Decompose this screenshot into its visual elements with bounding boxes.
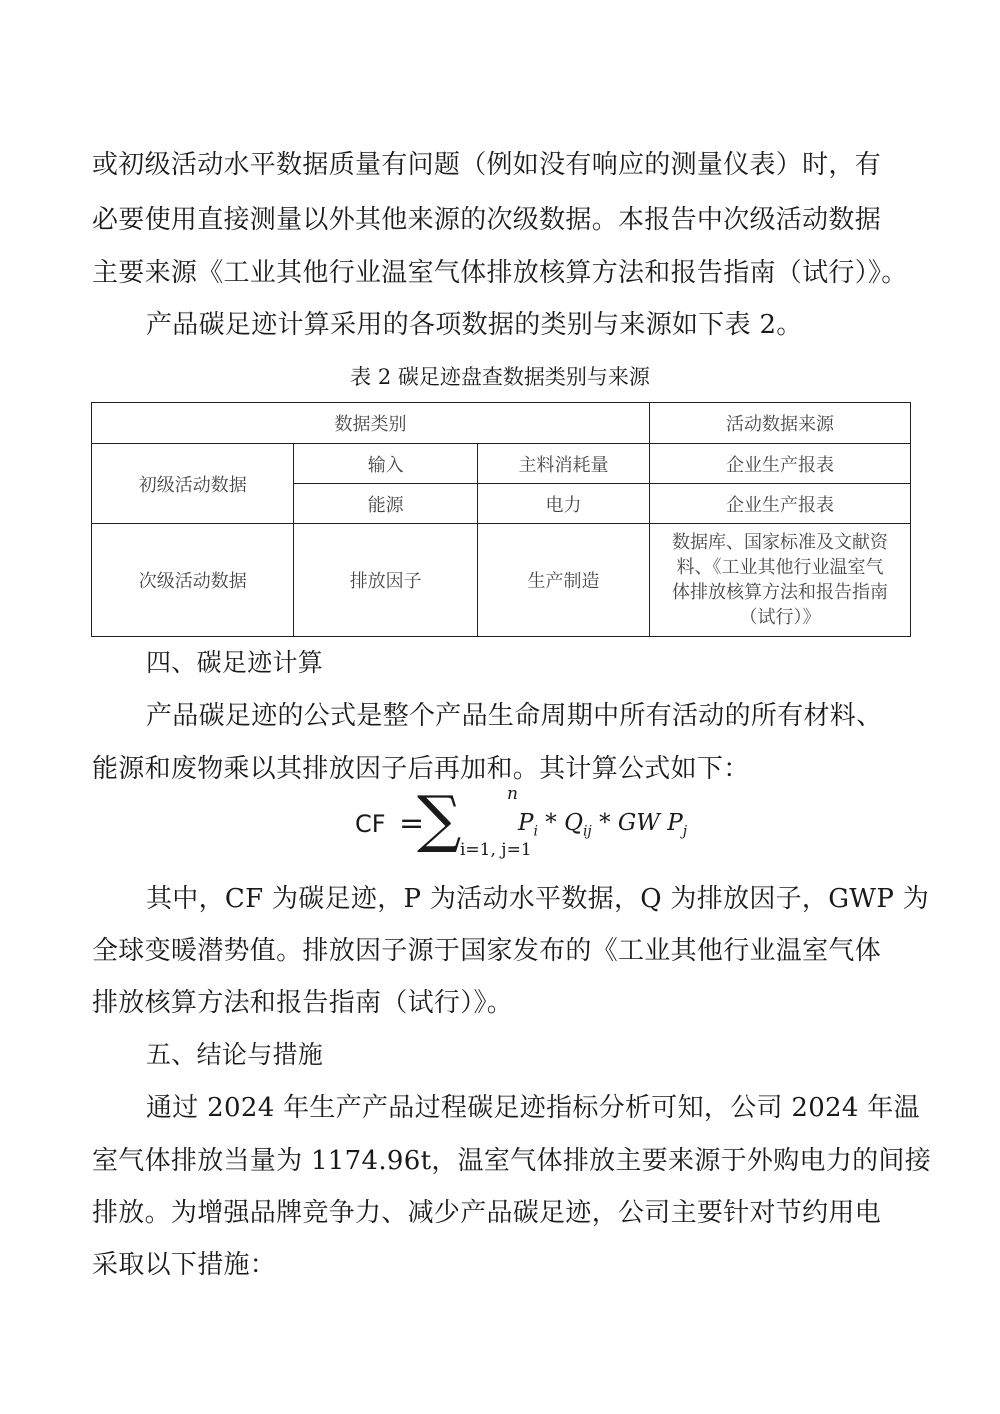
formula-subscript: i <box>533 823 538 840</box>
text-line: 必要使用直接测量以外其他来源的次级数据。本报告中次级活动数据 <box>92 205 882 235</box>
text-line: 通过 2024 年生产产品过程碳足迹指标分析可知，公司 2024 年温 <box>146 1093 920 1123</box>
table-cell: 企业生产报表 <box>650 484 911 524</box>
text-line: 排放核算方法和报告指南（试行）》。 <box>92 988 514 1018</box>
table-row <box>92 444 911 484</box>
text-line: 主要来源《工业其他行业温室气体排放核算方法和报告指南（试行）》。 <box>92 258 908 288</box>
formula-body <box>518 810 687 840</box>
formula-term: * Q <box>537 810 583 836</box>
table-caption: 表 2 碳足迹盘查数据类别与来源 <box>350 365 650 389</box>
formula-lhs: CF <box>355 810 386 838</box>
formula-subscript: j <box>682 823 688 840</box>
formula-subscript: ij <box>582 823 592 840</box>
sigma-symbol: ∑ <box>417 782 462 855</box>
source-line: 数据库、国家标准及文献资 <box>672 532 889 553</box>
text-line: 排放。为增强品牌竞争力、减少产品碳足迹，公司主要针对节约用电 <box>92 1198 882 1228</box>
table-cell: 电力 <box>477 484 649 524</box>
table-cell: 生产制造 <box>477 524 649 637</box>
text-line: 采取以下措施： <box>92 1250 277 1280</box>
formula-term: P <box>518 810 534 836</box>
source-line: 体排放核算方法和报告指南 <box>672 582 889 603</box>
source-line: 料、《工业其他行业温室气 <box>676 557 884 578</box>
table-cell: 主料消耗量 <box>477 444 649 484</box>
text-line: 或初级活动水平数据质量有问题（例如没有响应的测量仪表）时，有 <box>92 150 882 180</box>
section-heading-5: 五、结论与措施 <box>146 1040 324 1069</box>
section-heading-4: 四、碳足迹计算 <box>146 648 324 677</box>
secondary-data-label: 次级活动数据 <box>92 524 294 637</box>
primary-data-label: 初级活动数据 <box>92 444 294 524</box>
formula-term: * GW P <box>591 810 683 836</box>
table-cell: 输入 <box>294 444 477 484</box>
text-line: 其中，CF 为碳足迹，P 为活动水平数据，Q 为排放因子，GWP 为 <box>146 884 929 914</box>
table-header-row <box>92 403 911 444</box>
text-line: 产品碳足迹的公式是整个产品生命周期中所有活动的所有材料、 <box>146 701 883 731</box>
paragraph-table-intro: 产品碳足迹计算采用的各项数据的类别与来源如下表 2。 <box>146 310 803 340</box>
table-cell: 排放因子 <box>294 524 477 637</box>
source-line: （试行）》 <box>739 607 821 628</box>
table-cell-source <box>650 524 911 637</box>
formula-lower-limit: i=1, j=1 <box>460 840 532 860</box>
formula-equals: = <box>399 806 425 841</box>
formula-upper-limit: n <box>507 784 518 804</box>
header-data-category: 数据类别 <box>92 403 650 444</box>
text-line: 室气体排放当量为 1174.96t，温室气体排放主要来源于外购电力的间接 <box>92 1146 932 1176</box>
text-line: 全球变暖潜势值。排放因子源于国家发布的《工业其他行业温室气体 <box>92 936 882 966</box>
table-cell: 企业生产报表 <box>650 444 911 484</box>
table-cell: 能源 <box>294 484 477 524</box>
carbon-footprint-formula <box>355 782 735 868</box>
data-source-table <box>91 402 911 637</box>
table-row <box>92 524 911 637</box>
text-line: 能源和废物乘以其排放因子后再加和。其计算公式如下： <box>92 754 750 784</box>
header-activity-source: 活动数据来源 <box>650 403 911 444</box>
